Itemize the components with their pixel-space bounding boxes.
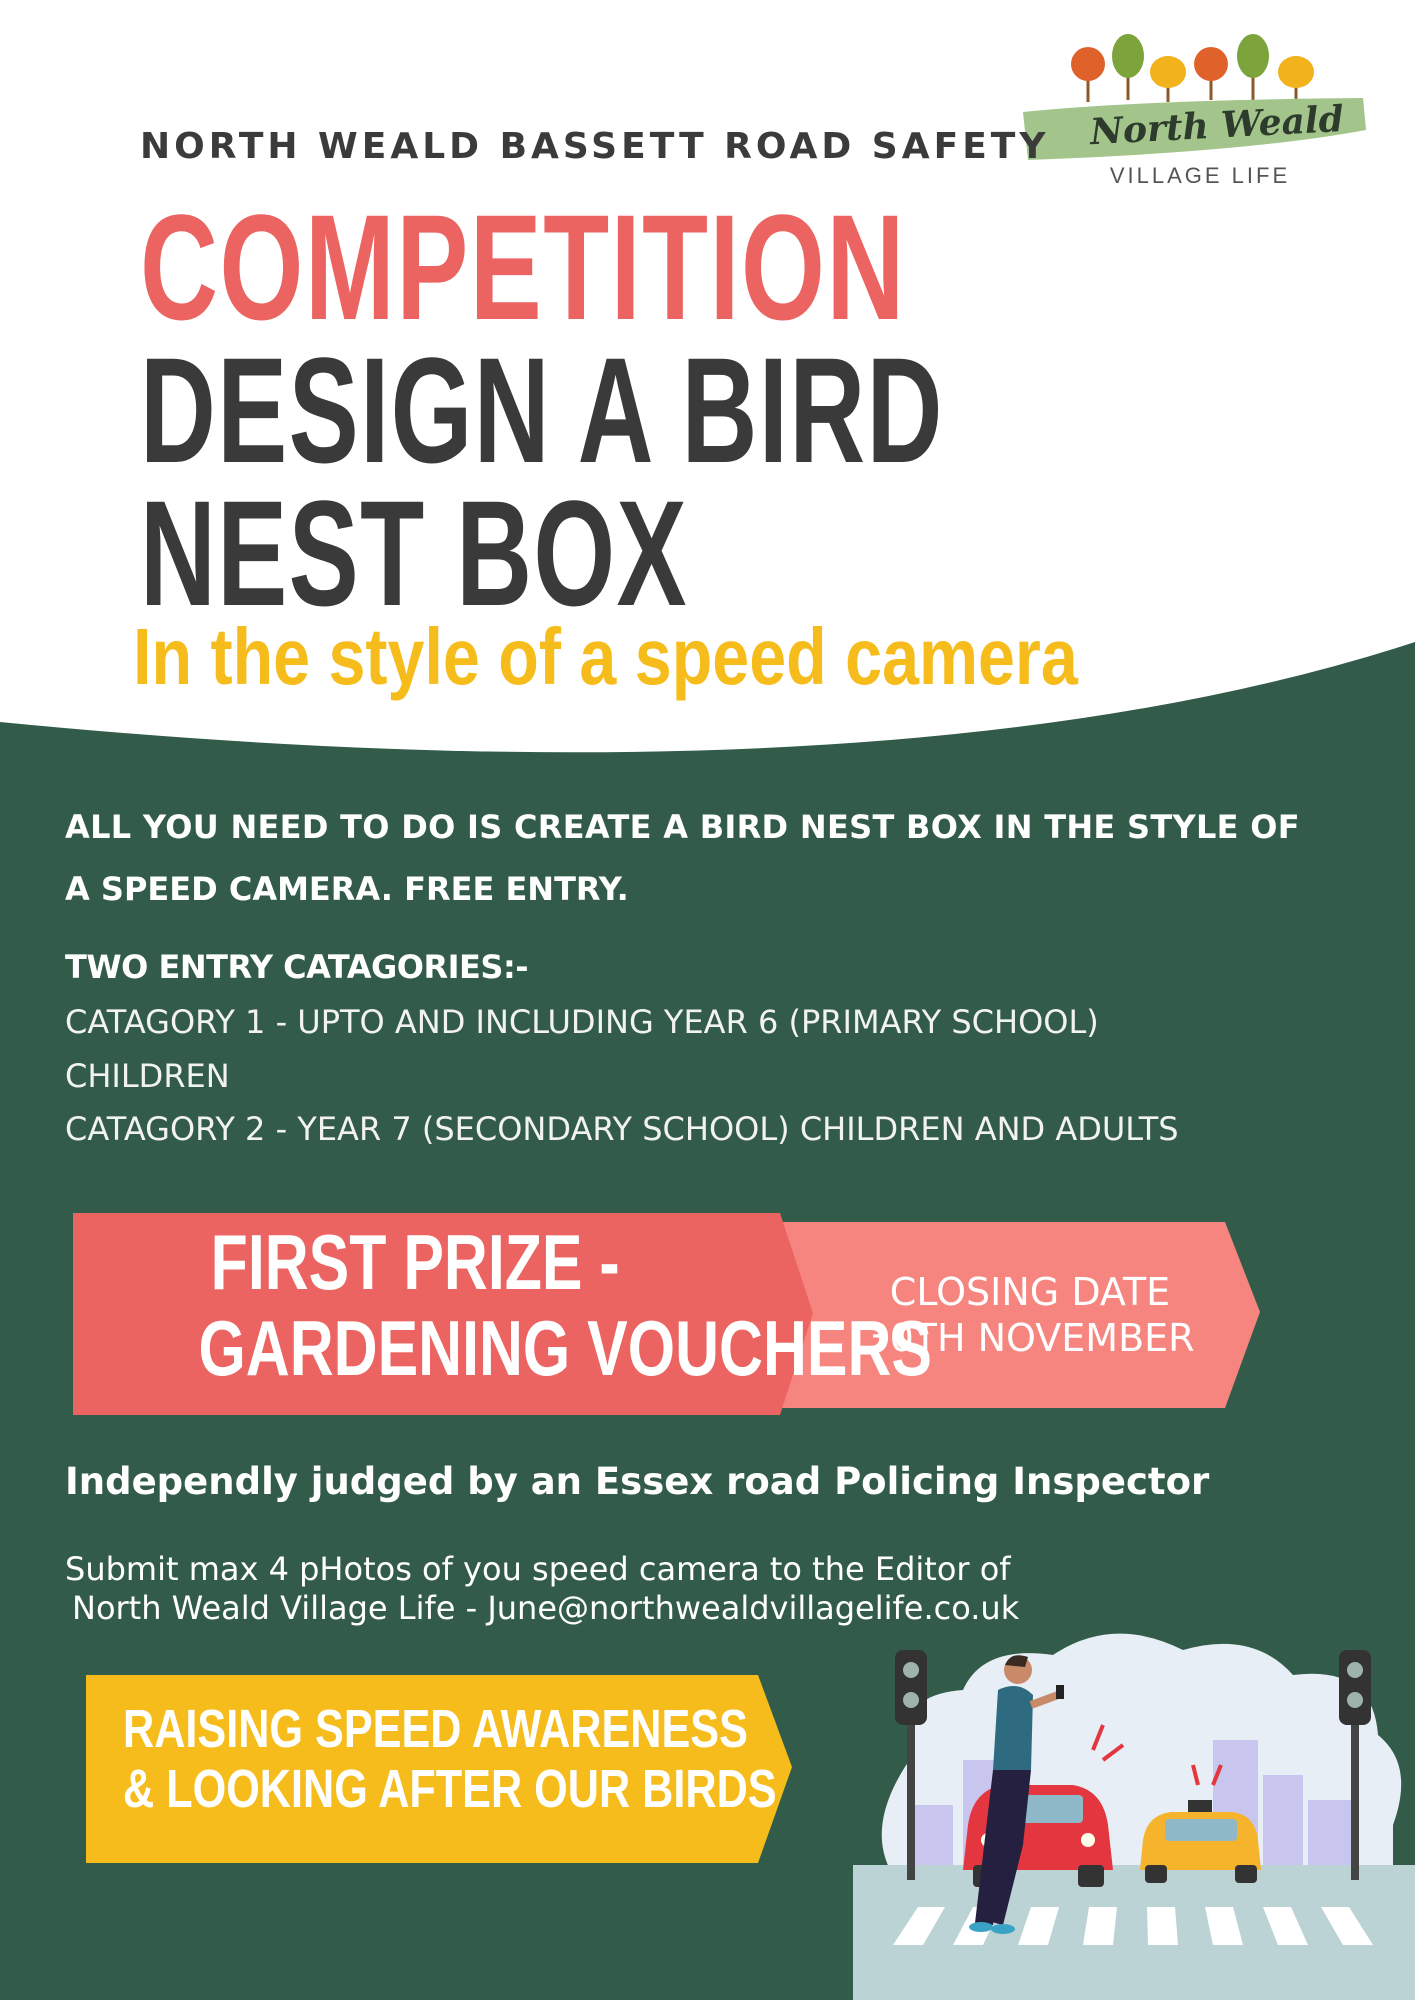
awareness-line-1: RAISING SPEED AWARENESS xyxy=(123,1699,748,1759)
road xyxy=(853,1865,1415,2000)
logo-subtitle: VILLAGE LIFE xyxy=(1109,163,1291,188)
closing-date-label: CLOSING DATE xyxy=(889,1270,1171,1314)
subheadline: In the style of a speed camera xyxy=(133,612,1078,701)
trees-icon xyxy=(1071,34,1314,102)
awareness-line-2: & LOOKING AFTER OUR BIRDS xyxy=(123,1759,777,1819)
first-prize-line-2: GARDENING VOUCHERS xyxy=(198,1304,932,1392)
headline-competition: COMPETITION xyxy=(140,183,906,351)
judged-by-text: Independly judged by an Essex road Policing Inspector xyxy=(65,1460,1210,1503)
category-2: CATAGORY 2 - YEAR 7 (SECONDARY SCHOOL) CHILDREN AND ADULTS xyxy=(65,1110,1179,1148)
category-1-line-2: CHILDREN xyxy=(65,1057,230,1095)
headline-nest-box: NEST BOX xyxy=(140,469,688,637)
headline-design: DESIGN A BIRD xyxy=(140,326,944,494)
intro-line-2: A SPEED CAMERA. FREE ENTRY. xyxy=(65,870,629,908)
category-1-line-1: CATAGORY 1 - UPTO AND INCLUDING YEAR 6 (PRIMARY SCHOOL) xyxy=(65,1003,1099,1041)
org-title: NORTH WEALD BASSETT ROAD SAFETY xyxy=(140,126,1050,167)
submit-line-2: North Weald Village Life - June@northwealdvillagelife.co.uk xyxy=(72,1589,1020,1627)
intro-line-1: ALL YOU NEED TO DO IS CREATE A BIRD NEST BOX IN THE STYLE OF xyxy=(65,808,1300,846)
categories-heading: TWO ENTRY CATAGORIES:- xyxy=(65,948,529,986)
submit-line-1: Submit max 4 pHotos of you speed camera to the Editor of xyxy=(65,1550,1011,1588)
crossing-illustration xyxy=(853,1625,1415,2000)
logo-name: North Weald xyxy=(1089,97,1345,154)
first-prize-line-1: FIRST PRIZE - xyxy=(210,1218,620,1306)
closing-date-value: 30TH NOVEMBER xyxy=(865,1316,1195,1360)
